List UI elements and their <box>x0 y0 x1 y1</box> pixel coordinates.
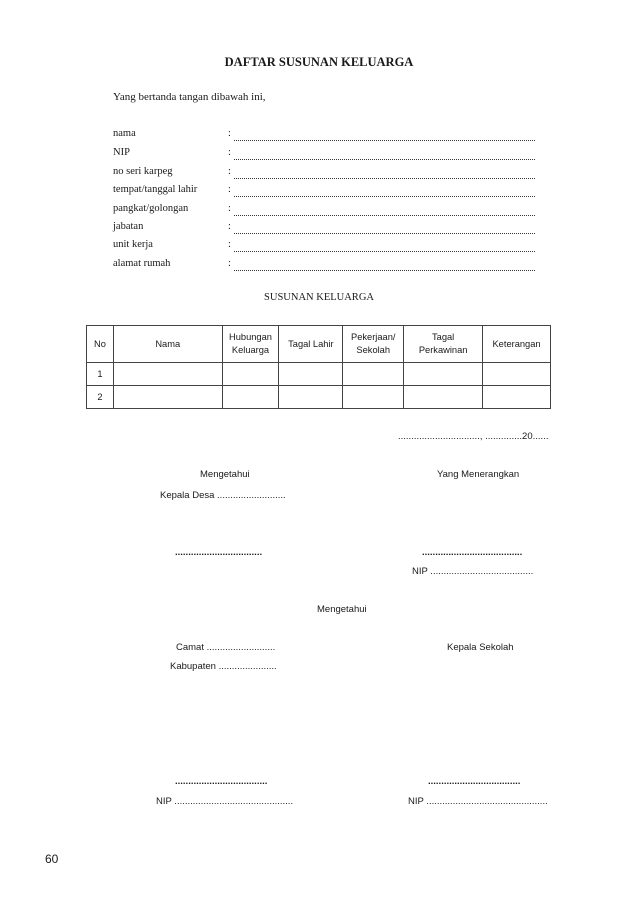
header-pekerjaan-sekolah <box>343 326 404 363</box>
header-perkawinan-line2: Perkawinan <box>418 345 468 355</box>
table-header-row <box>87 326 551 363</box>
intro-text: Yang bertanda tangan dibawah ini, <box>113 91 266 103</box>
header-nama: Nama <box>113 326 222 363</box>
field-colon: : <box>228 239 231 250</box>
cell-hubungan[interactable] <box>222 363 279 386</box>
cell-no: 1 <box>87 363 114 386</box>
field-dotted-line[interactable] <box>234 251 535 252</box>
cell-keterangan[interactable] <box>483 386 551 409</box>
field-dotted-line[interactable] <box>234 159 535 160</box>
field-tempat-tanggal-lahir <box>113 184 535 202</box>
field-alamat-rumah <box>113 258 535 276</box>
header-tagal-perkawinan <box>404 326 483 363</box>
field-unit-kerja <box>113 239 535 257</box>
signature-line-right: ...................................... <box>422 547 523 558</box>
field-dotted-line[interactable] <box>234 233 535 234</box>
field-nama <box>113 128 535 146</box>
kepala-desa: Kepala Desa .......................... <box>160 490 286 501</box>
header-pekerjaan-line1: Pekerjaan/ <box>351 332 396 342</box>
field-dotted-line[interactable] <box>234 140 535 141</box>
cell-perkawinan[interactable] <box>404 363 483 386</box>
field-label: jabatan <box>113 221 144 232</box>
document-title: DAFTAR SUSUNAN KELUARGA <box>224 55 414 69</box>
field-colon: : <box>228 128 231 139</box>
header-hubungan-line2: Keluarga <box>231 345 270 355</box>
cell-pekerjaan[interactable] <box>343 386 404 409</box>
field-no-seri-karpeg <box>113 166 535 184</box>
field-jabatan <box>113 221 535 239</box>
field-dotted-line[interactable] <box>234 178 535 179</box>
page-number: 60 <box>45 852 59 866</box>
section-subtitle: SUSUNAN KELUARGA <box>264 292 374 303</box>
header-no: No <box>87 326 114 363</box>
kabupaten: Kabupaten ...................... <box>170 661 277 672</box>
header-perkawinan-line1: Tagal <box>432 332 455 342</box>
family-table <box>86 325 551 409</box>
header-pekerjaan-line2: Sekolah <box>356 345 391 355</box>
cell-tagal-lahir[interactable] <box>279 363 343 386</box>
field-label: NIP <box>113 147 130 158</box>
field-label: unit kerja <box>113 239 153 250</box>
nip-left-2: NIP ............................................. <box>156 796 294 807</box>
field-dotted-line[interactable] <box>234 270 535 271</box>
field-colon: : <box>228 184 231 195</box>
nip-right-2: NIP .............................................. <box>408 796 548 807</box>
field-colon: : <box>228 147 231 158</box>
field-colon: : <box>228 166 231 177</box>
field-label: no seri karpeg <box>113 166 173 177</box>
field-colon: : <box>228 203 231 214</box>
signature-line-left-2: ................................... <box>175 776 268 787</box>
field-pangkat-golongan <box>113 203 535 221</box>
field-label: alamat rumah <box>113 258 171 269</box>
cell-no: 2 <box>87 386 114 409</box>
cell-pekerjaan[interactable] <box>343 363 404 386</box>
header-hubungan-line1: Hubungan <box>229 332 272 342</box>
field-dotted-line[interactable] <box>234 196 535 197</box>
cell-hubungan[interactable] <box>222 386 279 409</box>
signature-line-right-2: ................................... <box>428 776 521 787</box>
camat: Camat .......................... <box>176 642 276 653</box>
mengetahui-center: Mengetahui <box>317 604 367 615</box>
signature-line-left: ................................. <box>175 547 263 558</box>
field-nip <box>113 147 535 165</box>
nip-right: NIP ....................................... <box>412 566 534 577</box>
header-hubungan-keluarga <box>222 326 279 363</box>
table-row <box>87 363 551 386</box>
field-label: nama <box>113 128 136 139</box>
field-colon: : <box>228 258 231 269</box>
yang-menerangkan: Yang Menerangkan <box>437 469 520 480</box>
field-label: pangkat/golongan <box>113 203 189 214</box>
field-label: tempat/tanggal lahir <box>113 184 198 195</box>
kepala-sekolah: Kepala Sekolah <box>447 642 514 653</box>
field-dotted-line[interactable] <box>234 215 535 216</box>
cell-nama[interactable] <box>113 386 222 409</box>
date-line: ..............................., ..............20...... <box>398 431 549 442</box>
cell-nama[interactable] <box>113 363 222 386</box>
mengetahui-left: Mengetahui <box>200 469 250 480</box>
cell-perkawinan[interactable] <box>404 386 483 409</box>
cell-keterangan[interactable] <box>483 363 551 386</box>
header-tagal-lahir: Tagal Lahir <box>279 326 343 363</box>
cell-tagal-lahir[interactable] <box>279 386 343 409</box>
header-keterangan: Keterangan <box>483 326 551 363</box>
table-row <box>87 386 551 409</box>
field-colon: : <box>228 221 231 232</box>
